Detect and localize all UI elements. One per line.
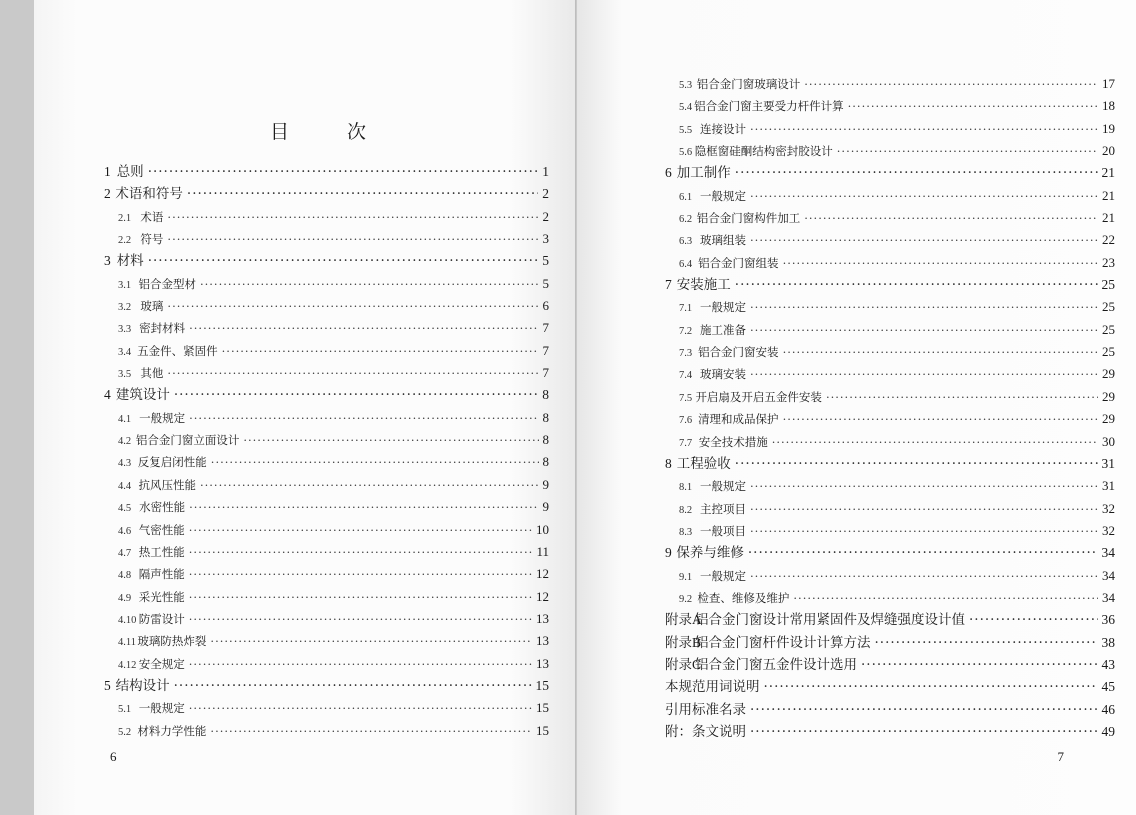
toc-entry-page: 7	[542, 320, 549, 336]
toc-entry-label: 铝合金门窗立面设计	[135, 433, 240, 448]
toc-entry-number: 5.4	[679, 102, 693, 114]
toc-leader-dots	[837, 140, 1098, 162]
toc-entry-label: 材料	[116, 253, 144, 270]
toc-entry	[665, 185, 1115, 207]
toc-entry-number: 5.1	[118, 704, 132, 716]
toc-leader-dots	[735, 274, 1098, 296]
toc-entry-number: 3.4	[118, 346, 132, 358]
toc-entry-label: 工程验收	[676, 455, 731, 472]
toc-entry	[665, 408, 1115, 430]
toc-entry-page: 32	[1102, 500, 1115, 516]
toc-entry	[665, 431, 1115, 453]
toc-entry	[665, 609, 1115, 631]
toc-entry-page: 34	[1102, 567, 1115, 583]
toc-entry-number: 7.6	[679, 415, 693, 427]
toc-entry-page: 8	[542, 454, 549, 470]
toc-leader-dots	[167, 295, 538, 317]
toc-entry-label: 铝合金门窗杆件设计计算方法	[695, 634, 871, 651]
toc-entry-label: 玻璃	[140, 299, 164, 314]
toc-entry	[665, 95, 1115, 117]
toc-entry	[665, 73, 1115, 95]
toc-leader-dots	[969, 609, 1098, 631]
page-number-right: 7	[1057, 749, 1064, 764]
toc-entry-page: 22	[1102, 232, 1115, 248]
toc-entry-page: 2	[542, 186, 549, 202]
toc-entry-page: 23	[1102, 254, 1115, 270]
toc-entry	[104, 608, 549, 630]
toc-leader-dots	[189, 586, 532, 608]
toc-entry-page: 31	[1102, 478, 1115, 494]
toc-leader-dots	[243, 429, 538, 451]
toc-entry-label: 总则	[116, 164, 144, 180]
toc-entry	[665, 542, 1115, 564]
toc-leader-dots	[804, 207, 1098, 229]
toc-entry	[104, 317, 549, 339]
toc-leader-dots	[167, 228, 538, 250]
toc-entry-page: 13	[536, 633, 549, 649]
toc-entry	[665, 341, 1115, 363]
toc-entry	[104, 697, 549, 719]
toc-leader-dots	[735, 162, 1098, 184]
toc-entry-label: 热工性能	[138, 544, 185, 559]
toc-entry	[665, 699, 1115, 721]
toc-entry-page: 9	[542, 476, 549, 492]
toc-entry-label: 铝合金门窗主要受力杆件计算	[694, 99, 844, 114]
toc-entry-page: 13	[536, 610, 549, 626]
left-page	[34, 0, 576, 815]
toc-entry-page: 7	[542, 365, 549, 381]
toc-leader-dots	[804, 73, 1098, 95]
toc-entry-number: 7.4	[679, 370, 693, 382]
toc-entry-number: 7	[665, 277, 672, 293]
toc-entry	[665, 587, 1115, 609]
toc-entry-page: 36	[1101, 612, 1115, 628]
toc-leader-dots	[189, 519, 532, 541]
toc-entry-number: 4.4	[118, 480, 132, 492]
toc-entry	[665, 498, 1115, 520]
toc-entry-label: 玻璃组装	[700, 233, 747, 248]
toc-entry-number: 7.2	[679, 325, 693, 337]
toc-entry-page: 46	[1101, 701, 1115, 717]
toc-entry-number: 2.1	[118, 212, 132, 224]
toc-entry	[104, 206, 549, 228]
toc-entry-number: 4.1	[118, 413, 132, 425]
toc-entry-label: 一般规定	[139, 410, 186, 425]
toc-leader-dots	[222, 340, 539, 362]
toc-entry-number: 4.3	[118, 458, 132, 470]
toc-entry-page: 25	[1101, 277, 1115, 293]
toc-entry-label: 开启扇及开启五金件安装	[695, 389, 822, 404]
toc-leader-dots	[189, 563, 532, 585]
toc-entry-page: 18	[1102, 98, 1115, 114]
toc-entry-number: 附录B	[665, 634, 702, 650]
toc-entry-number: 3.3	[118, 324, 132, 336]
toc-entry-page: 34	[1101, 545, 1115, 561]
toc-entry-label: 其他	[140, 366, 164, 381]
toc-entry-page: 8	[542, 409, 549, 425]
toc-leader-dots	[750, 565, 1098, 587]
toc-entry	[104, 675, 549, 697]
toc-entry	[665, 453, 1115, 475]
toc-entry	[104, 451, 549, 473]
toc-entry-number: 2	[104, 186, 111, 202]
toc-entry-label: 抗风压性能	[138, 477, 196, 492]
toc-entry-page: 43	[1101, 656, 1115, 672]
toc-leader-dots	[750, 363, 1098, 385]
toc-leader-dots	[783, 252, 1098, 274]
toc-entry-page: 29	[1102, 388, 1115, 404]
toc-entry-page: 34	[1102, 589, 1115, 605]
toc-entry-number: 4.5	[118, 503, 132, 515]
toc-entry-number: 4.10	[118, 614, 137, 626]
toc-entry-label: 术语和符号	[115, 186, 183, 203]
toc-entry-number: 9	[665, 545, 672, 561]
toc-leader-dots	[189, 541, 533, 563]
toc-entry	[665, 386, 1115, 408]
toc-entry	[104, 161, 549, 183]
toc-entry-page: 17	[1102, 76, 1115, 91]
toc-entry-label: 隔声性能	[138, 567, 185, 582]
toc-leader-dots	[167, 206, 538, 228]
toc-entry-label: 气密性能	[138, 522, 185, 537]
toc-entry	[665, 207, 1115, 229]
toc-leader-dots	[148, 250, 539, 272]
toc-entry	[104, 228, 549, 250]
toc-entry	[665, 363, 1115, 385]
toc-entry-page: 12	[536, 588, 549, 604]
toc-leader-dots	[783, 341, 1098, 363]
toc-entry-label: 本规范用词说明	[665, 679, 760, 696]
toc-entry-label: 结构设计	[115, 677, 170, 694]
toc-leader-dots	[750, 498, 1098, 520]
toc-entry-label: 水密性能	[139, 500, 186, 515]
toc-entry	[104, 653, 549, 675]
toc-leader-dots	[826, 386, 1098, 408]
toc-entry-page: 19	[1102, 120, 1115, 136]
toc-entry	[104, 250, 549, 272]
toc-leader-dots	[783, 408, 1098, 430]
toc-entry	[104, 519, 549, 541]
toc-entry-number: 2.2	[118, 235, 132, 247]
toc-entry-label: 玻璃防热炸裂	[137, 634, 207, 649]
toc-entry-number: 6.4	[679, 258, 693, 270]
toc-entry-number: 4.12	[118, 659, 137, 671]
toc-entry	[104, 630, 549, 652]
toc-leader-dots	[187, 183, 538, 205]
toc-entry-page: 2	[542, 208, 549, 224]
toc-entry-number: 3.1	[118, 279, 132, 291]
toc-entry-page: 32	[1102, 522, 1115, 538]
toc-entry-number: 5.6	[679, 147, 693, 159]
toc-entry	[665, 140, 1115, 162]
toc-entry	[104, 541, 549, 563]
toc-entry-number: 3.5	[118, 369, 132, 381]
toc-entry-page: 5	[542, 253, 549, 269]
toc-entry-number: 4.9	[118, 592, 132, 604]
toc-entry	[104, 496, 549, 518]
toc-entry-number: 7.5	[679, 392, 693, 404]
toc-leader-dots	[750, 319, 1098, 341]
toc-leader-dots	[189, 653, 532, 675]
toc-entry-number: 5.2	[118, 726, 132, 738]
toc-entry-page: 9	[542, 499, 549, 515]
toc-leader-dots	[211, 451, 539, 473]
toc-leader-dots	[772, 431, 1098, 453]
toc-leader-dots	[750, 520, 1098, 542]
toc-entry-label: 连接设计	[700, 121, 747, 136]
toc-entry-number: 4	[104, 387, 111, 403]
toc-entry-number: 8.2	[679, 504, 693, 516]
toc-entry-label: 加工制作	[676, 165, 731, 182]
toc-entry	[104, 586, 549, 608]
toc-entry-number: 7.7	[679, 437, 693, 449]
toc-entry-number: 4.6	[118, 525, 132, 537]
toc-entry-number: 附录A	[665, 612, 702, 628]
toc-entry-page: 20	[1102, 143, 1115, 159]
toc-entry-number: 4.8	[118, 570, 132, 582]
toc-entry	[665, 632, 1115, 654]
toc-entry-label: 检查、维修及维护	[697, 590, 790, 605]
toc-entry	[104, 563, 549, 585]
toc-entry-number: 6	[665, 165, 672, 181]
toc-leader-dots	[189, 407, 538, 429]
toc-entry-label: 铝合金门窗构件加工	[696, 211, 801, 226]
toc-entry-number: 4.7	[118, 547, 132, 559]
toc-entry	[104, 362, 549, 384]
toc-entry-number: 6.2	[679, 214, 693, 226]
toc-entry-number: 3.2	[118, 302, 132, 314]
toc-entry-label: 保养与维修	[676, 545, 744, 562]
toc-entry	[665, 654, 1115, 676]
toc-entry-label: 采光性能	[138, 589, 185, 604]
toc-entry-page: 15	[536, 700, 549, 716]
toc-entry-number: 8.3	[679, 526, 693, 538]
toc-entry-page: 31	[1101, 455, 1115, 471]
toc-entry-page: 1	[542, 164, 549, 179]
toc-entry-number: 6.3	[679, 236, 693, 248]
toc-entry	[104, 720, 549, 742]
toc-entry	[665, 274, 1115, 296]
toc-entry-label: 五金件、紧固件	[137, 343, 218, 358]
toc-entry	[665, 296, 1115, 318]
toc-leader-dots	[210, 630, 532, 652]
toc-entry	[665, 319, 1115, 341]
toc-entry-label: 施工准备	[700, 322, 747, 337]
toc-entry-page: 45	[1101, 679, 1115, 695]
toc-list-right	[665, 73, 1115, 743]
toc-entry-label: 一般规定	[700, 479, 747, 494]
toc-entry-number: 8	[665, 455, 672, 471]
toc-entry-number: 1	[104, 164, 111, 179]
toc-entry-number: 8.1	[679, 482, 693, 494]
toc-entry-label: 玻璃安装	[700, 367, 747, 382]
toc-entry-label: 一般规定	[700, 568, 747, 583]
toc-entry-page: 21	[1101, 165, 1115, 181]
toc-leader-dots	[189, 317, 538, 339]
toc-leader-dots	[861, 654, 1098, 676]
toc-leader-dots	[148, 161, 539, 183]
toc-entry-number: 9.1	[679, 571, 693, 583]
toc-entry-number: 6.1	[679, 191, 693, 203]
toc-entry-page: 49	[1101, 723, 1115, 739]
toc-list-left	[104, 161, 549, 742]
toc-entry	[665, 565, 1115, 587]
toc-entry	[665, 520, 1115, 542]
toc-leader-dots	[748, 542, 1098, 564]
toc-entry-label: 附：条文说明	[665, 723, 746, 740]
toc-leader-dots	[793, 587, 1098, 609]
toc-entry	[665, 118, 1115, 140]
toc-leader-dots	[750, 229, 1098, 251]
toc-entry-page: 5	[542, 275, 549, 291]
toc-entry-label: 安全技术措施	[698, 434, 768, 449]
toc-entry-page: 8	[542, 432, 549, 448]
toc-entry	[665, 252, 1115, 274]
toc-entry-page: 12	[536, 566, 549, 582]
toc-entry-number: 9.2	[679, 593, 693, 605]
toc-entry-page: 10	[536, 521, 549, 537]
toc-leader-dots	[764, 676, 1098, 698]
toc-leader-dots	[210, 720, 532, 742]
toc-entry-label: 铝合金型材	[138, 276, 196, 291]
toc-entry-label: 一般规定	[700, 300, 747, 315]
toc-leader-dots	[750, 699, 1098, 721]
toc-title: 目 次	[270, 121, 393, 143]
toc-entry-label: 一般项目	[700, 523, 747, 538]
toc-entry-label: 主控项目	[700, 501, 747, 516]
toc-leader-dots	[189, 608, 532, 630]
toc-entry-page: 11	[536, 543, 549, 559]
toc-leader-dots	[167, 362, 538, 384]
toc-entry-label: 铝合金门窗组装	[698, 255, 779, 270]
toc-entry-number: 4.11	[118, 637, 136, 649]
toc-entry	[104, 384, 549, 406]
toc-entry-page: 15	[535, 677, 549, 693]
toc-entry-page: 15	[536, 722, 549, 738]
toc-entry-label: 建筑设计	[115, 387, 170, 404]
toc-entry-label: 隐框窗硅酮结构密封胶设计	[694, 144, 833, 159]
right-page	[577, 0, 1136, 815]
toc-entry-label: 安全规定	[138, 656, 185, 671]
toc-entry-page: 7	[542, 342, 549, 358]
toc-entry-number: 5	[104, 677, 111, 693]
toc-entry-label: 铝合金门窗安装	[698, 345, 779, 360]
toc-entry-label: 密封材料	[139, 321, 186, 336]
toc-entry-page: 21	[1102, 187, 1115, 203]
toc-leader-dots	[174, 675, 532, 697]
toc-entry-page: 29	[1102, 366, 1115, 382]
toc-leader-dots	[750, 475, 1098, 497]
toc-entry	[104, 429, 549, 451]
toc-leader-dots	[750, 296, 1098, 318]
toc-leader-dots	[200, 474, 539, 496]
toc-entry-page: 38	[1101, 634, 1115, 650]
toc-entry-label: 引用标准名录	[665, 701, 746, 718]
toc-entry-number: 5.3	[679, 80, 693, 91]
toc-entry-number: 3	[104, 253, 111, 269]
toc-entry-page: 25	[1102, 344, 1115, 360]
toc-entry-label: 一般规定	[138, 701, 185, 716]
toc-entry	[665, 721, 1115, 743]
toc-entry-label: 一般规定	[700, 188, 747, 203]
toc-entry-label: 符号	[140, 232, 164, 247]
toc-entry-label: 材料力学性能	[137, 723, 207, 738]
toc-entry-number: 附录C	[665, 656, 702, 672]
toc-leader-dots	[750, 185, 1098, 207]
toc-leader-dots	[875, 632, 1098, 654]
toc-entry-label: 铝合金门窗设计常用紧固件及焊缝强度设计值	[695, 612, 965, 629]
toc-entry	[665, 676, 1115, 698]
toc-leader-dots	[174, 384, 538, 406]
toc-entry	[104, 407, 549, 429]
toc-entry-page: 13	[536, 655, 549, 671]
toc-leader-dots	[189, 697, 532, 719]
toc-entry-page: 3	[542, 231, 549, 247]
toc-entry	[665, 229, 1115, 251]
toc-entry-page: 25	[1102, 321, 1115, 337]
toc-entry-label: 安装施工	[676, 277, 731, 294]
toc-entry	[104, 183, 549, 205]
toc-leader-dots	[750, 118, 1098, 140]
toc-entry-label: 防雷设计	[138, 611, 185, 626]
toc-entry-page: 21	[1102, 210, 1115, 226]
toc-entry-label: 反复启闭性能	[137, 455, 207, 470]
toc-entry	[665, 475, 1115, 497]
toc-entry-label: 术语	[140, 209, 164, 224]
toc-entry	[104, 295, 549, 317]
toc-entry-number: 7.1	[679, 303, 693, 315]
toc-leader-dots	[735, 453, 1098, 475]
toc-leader-dots	[200, 273, 539, 295]
toc-entry	[104, 340, 549, 362]
toc-entry-page: 29	[1102, 411, 1115, 427]
toc-leader-dots	[848, 95, 1098, 117]
toc-leader-dots	[750, 721, 1098, 743]
toc-entry-page: 30	[1102, 433, 1115, 449]
toc-entry-number: 5.5	[679, 124, 693, 136]
toc-entry-page: 6	[542, 298, 549, 314]
toc-entry-page: 8	[542, 387, 549, 403]
toc-entry-page: 25	[1102, 299, 1115, 315]
toc-entry	[665, 162, 1115, 184]
toc-entry-number: 4.2	[118, 436, 132, 448]
page-number-left: 6	[110, 749, 117, 764]
toc-entry-label: 铝合金门窗五金件设计选用	[695, 656, 857, 673]
toc-leader-dots	[189, 496, 538, 518]
toc-entry	[104, 474, 549, 496]
toc-entry	[104, 273, 549, 295]
toc-entry-number: 7.3	[679, 348, 693, 360]
toc-entry-label: 铝合金门窗玻璃设计	[696, 77, 801, 91]
toc-entry-label: 清理和成品保护	[698, 412, 779, 427]
